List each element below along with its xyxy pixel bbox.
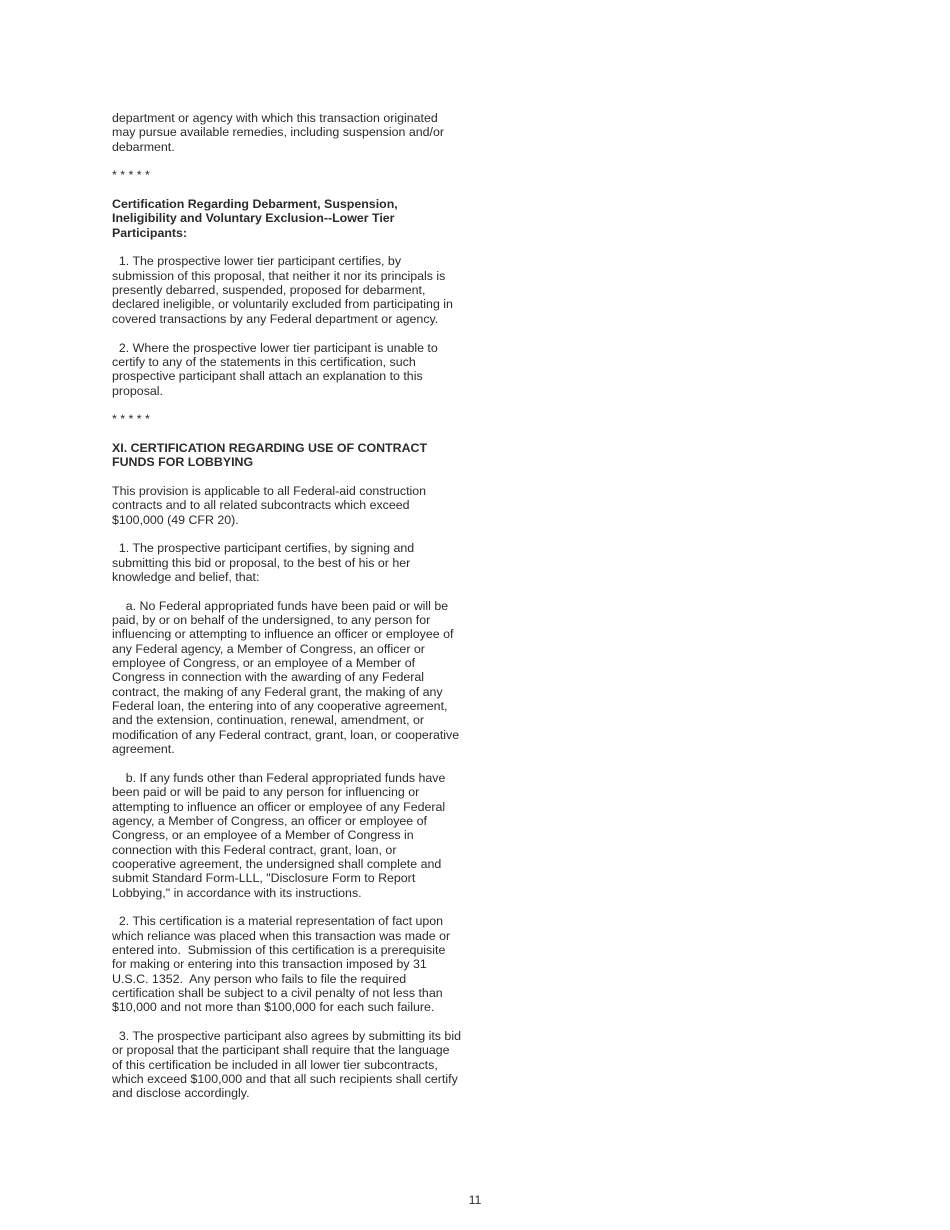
paragraph-lobbying-1a: a. No Federal appropriated funds have been paid or will be paid, by or on behalf of the undersigned, to any person for influencing or attempting to influence an officer or employee of any Federal agency, a Member of Congress, an officer or employee of Congress, or an employee of a Member of Congress in connection with the awarding of any Federal contract, the making of any Federal grant, the making of any Federal loan, the entering into of any cooperative agreement, and the extension, continuation, renewal, amendment, or modification of any Federal contract, grant, loan, or cooperative agreement. <box>112 598 463 757</box>
paragraph-lobbying-3: 3. The prospective participant also agrees by submitting its bid or proposal that the participant shall require that the language of this certification be included in all lower tier subcontracts, which exceed $100,000 and that all such recipients shall certify and disclose accordingly. <box>112 1029 465 1101</box>
section-separator: * * * * * <box>112 412 150 427</box>
paragraph-remedies: department or agency with which this transaction originated may pursue available remedies, including suspension and/or debarment. <box>112 111 448 154</box>
document-body <box>112 111 465 1115</box>
section-separator: * * * * * <box>112 168 150 183</box>
paragraph-lower-tier-2: 2. Where the prospective lower tier participant is unable to certify to any of the statements in this certification, such prospective participant shall attach an explanation to this proposal. <box>112 340 442 398</box>
paragraph-applicability: This provision is applicable to all Federal-aid construction contracts and to all related subcontracts which exceed $100,000 (49 CFR 20). <box>112 483 430 527</box>
paragraph-lower-tier-1: 1. The prospective lower tier participant certifies, by submission of this proposal, that neither it nor its principals is presently debarred, suspended, proposed for debarment, declared ineligible, or voluntarily excluded from participating in covered transactions by any Federal department or agency. <box>112 254 457 326</box>
heading-lobbying-certification: XI. CERTIFICATION REGARDING USE OF CONTRACT FUNDS FOR LOBBYING <box>112 440 431 470</box>
paragraph-lobbying-1: 1. The prospective participant certifies, by signing and submitting this bid or proposal, to the best of his or her knowledge and belief, that: <box>112 541 418 584</box>
heading-lower-tier-certification: Certification Regarding Debarment, Suspension, Ineligibility and Voluntary Exclusion--Lower Tier Participants: <box>112 197 402 240</box>
paragraph-lobbying-1b: b. If any funds other than Federal appropriated funds have been paid or will be paid to any person for influencing or attempting to influence an officer or employee of any Federal agency, a Member of Congress, an officer or employee of Congress, or an employee of a Member of Congress in connection with this Federal contract, grant, loan, or cooperative agreement, the undersigned shall complete and submit Standard Form-LLL, "Disclosure Form to Report Lobbying," in accordance with its instructions. <box>112 770 449 900</box>
paragraph-lobbying-2: 2. This certification is a material representation of fact upon which reliance was placed when this transaction was made or entered into. Submission of this certification is a prerequisite for making or entering into this transaction imposed by 31 U.S.C. 1352. Any person who fails to file the required certification shall be subject to a civil penalty of not less than $10,000 and not more than $100,000 for each such failure. <box>112 914 454 1015</box>
page-number: 11 <box>468 1193 482 1207</box>
